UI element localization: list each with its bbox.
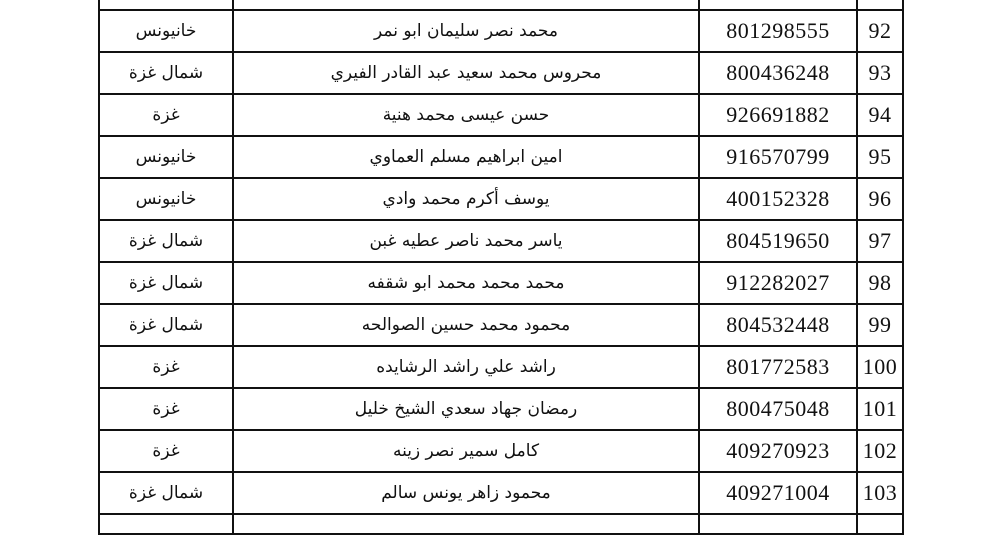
id-cell: 916570799	[699, 136, 857, 178]
name-cell: محمد محمد محمد ابو شقفه	[233, 262, 699, 304]
table-row	[99, 220, 903, 262]
name-cell: حسن عيسى محمد هنية	[233, 94, 699, 136]
serial-cell: 93	[857, 52, 903, 94]
region-cell: غزة	[99, 430, 233, 472]
serial-cell: 96	[857, 178, 903, 220]
name-cell: رمضان جهاد سعدي الشيخ خليل	[233, 388, 699, 430]
table-row	[99, 52, 903, 94]
serial-cell: 101	[857, 388, 903, 430]
roster-table	[98, 0, 904, 535]
region-cell: شمال غزة	[99, 304, 233, 346]
serial-cell	[857, 0, 903, 10]
region-cell: خانيونس	[99, 136, 233, 178]
name-cell: محمود محمد حسين الصوالحه	[233, 304, 699, 346]
id-cell	[699, 514, 857, 534]
table-row	[99, 262, 903, 304]
name-cell: امين ابراهيم مسلم العماوي	[233, 136, 699, 178]
id-cell: 912282027	[699, 262, 857, 304]
serial-cell: 99	[857, 304, 903, 346]
name-cell: راشد علي راشد الرشايده	[233, 346, 699, 388]
id-cell	[699, 0, 857, 10]
serial-cell: 95	[857, 136, 903, 178]
region-cell: شمال غزة	[99, 220, 233, 262]
name-cell	[233, 0, 699, 10]
serial-cell: 94	[857, 94, 903, 136]
id-cell: 409271004	[699, 472, 857, 514]
id-cell: 804519650	[699, 220, 857, 262]
table-row	[99, 430, 903, 472]
region-cell: غزة	[99, 388, 233, 430]
region-cell: خانيونس	[99, 10, 233, 52]
serial-cell: 92	[857, 10, 903, 52]
table-row	[99, 136, 903, 178]
id-cell: 800436248	[699, 52, 857, 94]
id-cell: 801772583	[699, 346, 857, 388]
id-cell: 800475048	[699, 388, 857, 430]
name-cell: كامل سمير نصر زينه	[233, 430, 699, 472]
table-row	[99, 346, 903, 388]
name-cell: محمد نصر سليمان ابو نمر	[233, 10, 699, 52]
id-cell: 801298555	[699, 10, 857, 52]
region-cell: شمال غزة	[99, 262, 233, 304]
id-cell: 926691882	[699, 94, 857, 136]
id-cell: 400152328	[699, 178, 857, 220]
region-cell	[99, 514, 233, 534]
name-cell	[233, 514, 699, 534]
region-cell	[99, 0, 233, 10]
table-row	[99, 178, 903, 220]
serial-cell: 100	[857, 346, 903, 388]
name-cell: محمود زاهر يونس سالم	[233, 472, 699, 514]
region-cell: غزة	[99, 94, 233, 136]
serial-cell: 97	[857, 220, 903, 262]
serial-cell: 98	[857, 262, 903, 304]
table-row-partial-top	[99, 0, 903, 10]
name-cell: ياسر محمد ناصر عطيه غبن	[233, 220, 699, 262]
region-cell: شمال غزة	[99, 472, 233, 514]
table-row	[99, 10, 903, 52]
table-row	[99, 94, 903, 136]
name-cell: محروس محمد سعيد عبد القادر الفيري	[233, 52, 699, 94]
serial-cell	[857, 514, 903, 534]
id-cell: 804532448	[699, 304, 857, 346]
table-row	[99, 472, 903, 514]
serial-cell: 102	[857, 430, 903, 472]
table-row	[99, 304, 903, 346]
serial-cell: 103	[857, 472, 903, 514]
id-cell: 409270923	[699, 430, 857, 472]
table-row	[99, 388, 903, 430]
table-row-partial-bottom	[99, 514, 903, 534]
region-cell: شمال غزة	[99, 52, 233, 94]
region-cell: خانيونس	[99, 178, 233, 220]
name-cell: يوسف أكرم محمد وادي	[233, 178, 699, 220]
region-cell: غزة	[99, 346, 233, 388]
